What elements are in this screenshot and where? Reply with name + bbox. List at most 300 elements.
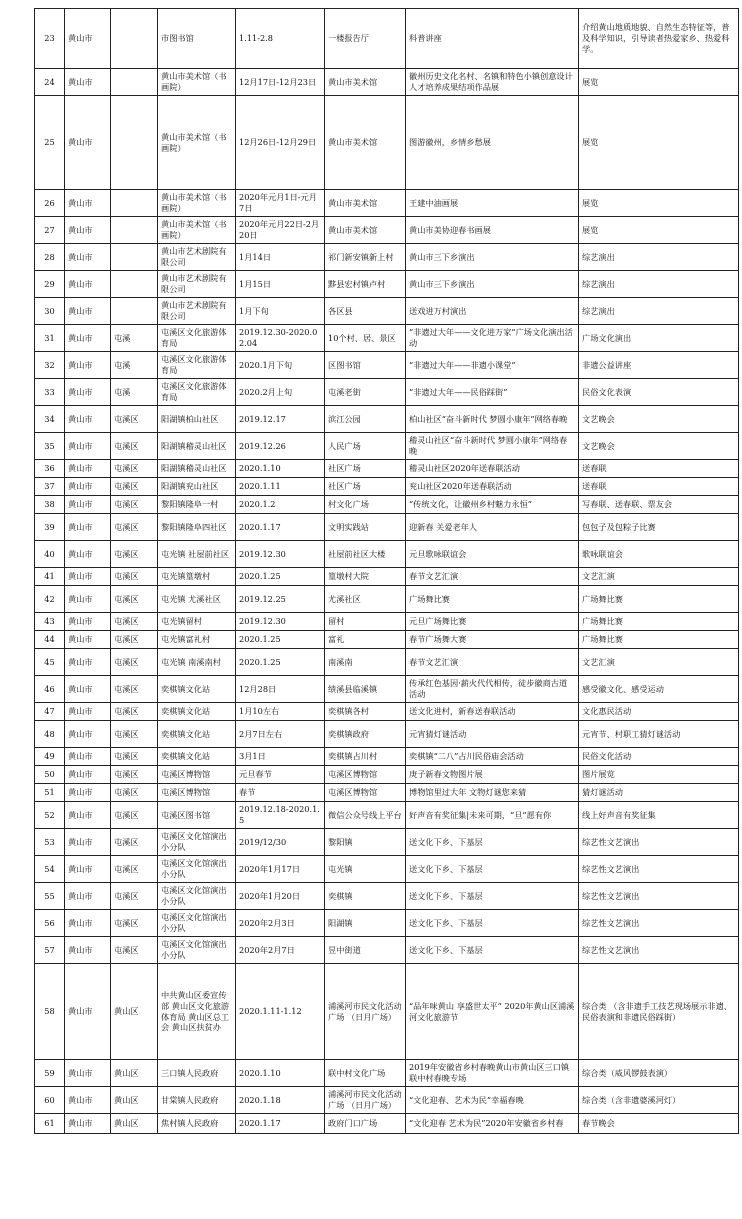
seq-number-cell: 31 [35,325,65,352]
organizer-cell: 屯溪区文化馆演出小分队 [158,883,236,910]
table-row [35,568,739,586]
organizer-cell: 屯溪区博物馆 [158,784,236,802]
activity-name-cell: 元宵猜灯谜活动 [406,721,579,748]
seq-number-cell: 24 [35,69,65,96]
date-cell: 2020年1月17日 [236,856,325,883]
date-cell: 1月下旬 [236,298,325,325]
activity-type-cell: 文艺晚会 [579,406,739,433]
venue-cell: 黄山市美术馆 [325,69,406,96]
city-cell: 黄山市 [65,631,111,649]
activity-type-cell: 线上好声音有奖征集 [579,802,739,829]
city-cell: 黄山市 [65,784,111,802]
seq-number-cell: 35 [35,433,65,460]
activity-type-cell: 文艺晚会 [579,433,739,460]
organizer-cell: 黄山市美术馆（书画院） [158,69,236,96]
seq-number-cell: 42 [35,586,65,613]
city-cell: 黄山市 [65,69,111,96]
venue-cell: 各区县 [325,298,406,325]
district-cell: 屯溪区 [111,631,158,649]
date-cell: 2020.1月下旬 [236,352,325,379]
city-cell: 黄山市 [65,433,111,460]
activity-type-cell: 展览 [579,217,739,244]
activity-type-cell: 综合类 （含非遗手工技艺现场展示非遗、民俗表演和非遗民俗踩街） [579,964,739,1060]
date-cell: 2020.2月上旬 [236,379,325,406]
venue-cell: 联中村文化广场 [325,1060,406,1087]
table-row [35,856,739,883]
organizer-cell: 黎阳镇隆阜四社区 [158,514,236,541]
venue-cell: 屯溪区博物馆 [325,766,406,784]
activity-type-cell: 猜灯谜活动 [579,784,739,802]
venue-cell: 奕棋镇政府 [325,721,406,748]
date-cell: 元旦春节 [236,766,325,784]
activity-type-cell: 综合类（含非遗婆溪河灯） [579,1087,739,1114]
date-cell: 2019/12/30 [236,829,325,856]
organizer-cell: 黄山市美术馆（书画院） [158,190,236,217]
activity-name-cell: 送文化下乡、下基层 [406,856,579,883]
activity-type-cell: 元宵节、村职工猜灯谜活动 [579,721,739,748]
organizer-cell: 甘棠镇人民政府 [158,1087,236,1114]
organizer-cell: 屯溪区文化旅游体育局 [158,325,236,352]
activity-type-cell: 综艺性文艺演出 [579,937,739,964]
venue-cell: 一楼报告厅 [325,9,406,69]
district-cell [111,244,158,271]
venue-cell: 黄山市美术馆 [325,96,406,190]
date-cell: 1月14日 [236,244,325,271]
city-cell: 黄山市 [65,9,111,69]
venue-cell: 黎阳镇 [325,829,406,856]
seq-number-cell: 57 [35,937,65,964]
organizer-cell: 黄山市美术馆（书画院） [158,217,236,244]
seq-number-cell: 61 [35,1114,65,1134]
activity-name-cell: 好声音有奖征集|未来可期，“旦”愿有你 [406,802,579,829]
venue-cell: 政府门口广场 [325,1114,406,1134]
activity-name-cell: “品年味黄山 享盛世太平” 2020年黄山区浦溪河文化旅游节 [406,964,579,1060]
activity-name-cell: 王建中油画展 [406,190,579,217]
city-cell: 黄山市 [65,496,111,514]
activity-name-cell: 2019年安徽省乡村春晚黄山市黄山区三口镇联中村春晚专场 [406,1060,579,1087]
activity-name-cell: 图游徽州，乡情乡愁展 [406,96,579,190]
organizer-cell: 屯光镇 尤溪社区 [158,586,236,613]
district-cell [111,9,158,69]
seq-number-cell: 50 [35,766,65,784]
table-row [35,802,739,829]
activity-table-body [35,9,739,1134]
date-cell: 12月17日-12月23日 [236,69,325,96]
venue-cell: 祁门新安镇新上村 [325,244,406,271]
district-cell: 屯溪区 [111,766,158,784]
seq-number-cell: 25 [35,96,65,190]
city-cell: 黄山市 [65,217,111,244]
district-cell: 黄山区 [111,1060,158,1087]
city-cell: 黄山市 [65,379,111,406]
activity-type-cell: 广场舞比赛 [579,613,739,631]
table-row [35,910,739,937]
table-row [35,784,739,802]
table-row [35,514,739,541]
district-cell: 屯溪区 [111,613,158,631]
table-row [35,352,739,379]
activity-name-cell: 兖山社区2020年送春联活动 [406,478,579,496]
activity-type-cell: 展览 [579,190,739,217]
table-row [35,190,739,217]
city-cell: 黄山市 [65,937,111,964]
seq-number-cell: 53 [35,829,65,856]
date-cell: 2020.1.17 [236,514,325,541]
city-cell: 黄山市 [65,802,111,829]
activity-type-cell: 非遗公益讲座 [579,352,739,379]
table-row [35,613,739,631]
city-cell: 黄山市 [65,352,111,379]
activity-type-cell: 感受徽文化、感受运动 [579,676,739,703]
organizer-cell: 三口镇人民政府 [158,1060,236,1087]
city-cell: 黄山市 [65,568,111,586]
venue-cell: 昱中街道 [325,937,406,964]
venue-cell: 人民广场 [325,433,406,460]
activity-name-cell: 黄山市三下乡演出 [406,244,579,271]
activity-type-cell: 文艺汇演 [579,568,739,586]
district-cell: 屯溪区 [111,514,158,541]
city-cell: 黄山市 [65,190,111,217]
district-cell: 屯溪区 [111,748,158,766]
organizer-cell: 中共黄山区委宣传部 黄山区文化旅游体育局 黄山区总工会 黄山区扶贫办 [158,964,236,1060]
table-row [35,460,739,478]
district-cell [111,69,158,96]
date-cell: 2020.1.11 [236,478,325,496]
venue-cell: 滨江公园 [325,406,406,433]
activity-type-cell: 综艺性文艺演出 [579,883,739,910]
city-cell: 黄山市 [65,829,111,856]
venue-cell: 留村 [325,613,406,631]
date-cell: 2020.1.17 [236,1114,325,1134]
organizer-cell: 黄山市美术馆（书画院） [158,96,236,190]
venue-cell: 绩溪县临溪镇 [325,676,406,703]
activity-name-cell: 稽灵山社区“奋斗新时代 梦圆小康年”网络春晚 [406,433,579,460]
seq-number-cell: 26 [35,190,65,217]
organizer-cell: 焦村镇人民政府 [158,1114,236,1134]
district-cell [111,298,158,325]
seq-number-cell: 56 [35,910,65,937]
date-cell: 1月15日 [236,271,325,298]
district-cell: 屯溪 [111,352,158,379]
table-row [35,69,739,96]
date-cell: 12月28日 [236,676,325,703]
activity-type-cell: 广场舞比赛 [579,631,739,649]
activity-name-cell: 春节文艺汇演 [406,649,579,676]
table-row [35,325,739,352]
date-cell: 2020年2月3日 [236,910,325,937]
venue-cell: 屯溪老街 [325,379,406,406]
date-cell: 2020年2月7日 [236,937,325,964]
activity-type-cell: 广场文化演出 [579,325,739,352]
city-cell: 黄山市 [65,721,111,748]
activity-type-cell: 歌咏联谊会 [579,541,739,568]
seq-number-cell: 37 [35,478,65,496]
district-cell: 屯溪区 [111,802,158,829]
table-row [35,496,739,514]
activity-type-cell: 综艺演出 [579,244,739,271]
date-cell: 12月26日-12月29日 [236,96,325,190]
seq-number-cell: 27 [35,217,65,244]
table-row [35,676,739,703]
city-cell: 黄山市 [65,964,111,1060]
table-row [35,586,739,613]
district-cell: 屯溪区 [111,883,158,910]
activity-name-cell: 送戏进万村演出 [406,298,579,325]
activity-name-cell: 传承红色基因·薪火代代相传，徒步徽商古道活动 [406,676,579,703]
venue-cell: 黟县宏村镇卢村 [325,271,406,298]
city-cell: 黄山市 [65,1087,111,1114]
seq-number-cell: 59 [35,1060,65,1087]
activity-name-cell: 黄山市三下乡演出 [406,271,579,298]
date-cell: 2020.1.10 [236,1060,325,1087]
date-cell: 2020.1.10 [236,460,325,478]
date-cell: 2月7日左右 [236,721,325,748]
organizer-cell: 黎阳镇隆阜一村 [158,496,236,514]
seq-number-cell: 54 [35,856,65,883]
date-cell: 2020年元月1日-元月7日 [236,190,325,217]
organizer-cell: 市图书馆 [158,9,236,69]
table-row [35,271,739,298]
city-cell: 黄山市 [65,676,111,703]
organizer-cell: 屯光镇篁墩村 [158,568,236,586]
venue-cell: 社区广场 [325,478,406,496]
activity-type-cell: 包包子及包粽子比赛 [579,514,739,541]
district-cell: 黄山区 [111,964,158,1060]
district-cell [111,96,158,190]
table-row [35,433,739,460]
city-cell: 黄山市 [65,748,111,766]
organizer-cell: 屯溪区文化馆演出小分队 [158,829,236,856]
organizer-cell: 黄山市艺术剧院有限公司 [158,298,236,325]
city-cell: 黄山市 [65,406,111,433]
organizer-cell: 屯光镇富礼村 [158,631,236,649]
table-row [35,937,739,964]
city-cell: 黄山市 [65,460,111,478]
organizer-cell: 黄山市艺术剧院有限公司 [158,244,236,271]
city-cell: 黄山市 [65,298,111,325]
organizer-cell: 屯溪区文化馆演出小分队 [158,937,236,964]
district-cell: 黄山区 [111,1087,158,1114]
activity-name-cell: 送文化进村，新春送春联活动 [406,703,579,721]
district-cell: 黄山区 [111,1114,158,1134]
venue-cell: 文明实践站 [325,514,406,541]
organizer-cell: 奕棋镇文化站 [158,703,236,721]
venue-cell: 浦溪河市民文化活动广场 （日月广场） [325,964,406,1060]
city-cell: 黄山市 [65,271,111,298]
date-cell: 2020.1.18 [236,1087,325,1114]
venue-cell: 屯光镇 [325,856,406,883]
activity-type-cell: 民俗文化活动 [579,748,739,766]
date-cell: 2020.1.25 [236,568,325,586]
page-bottom-edge [0,1210,742,1219]
seq-number-cell: 60 [35,1087,65,1114]
table-row [35,1060,739,1087]
venue-cell: 社屋前社区大楼 [325,541,406,568]
city-cell: 黄山市 [65,613,111,631]
activity-type-cell: 综艺性文艺演出 [579,910,739,937]
organizer-cell: 阳湖镇兖山社区 [158,478,236,496]
district-cell: 屯溪区 [111,676,158,703]
activity-name-cell: 柏山社区“奋斗新时代 梦圆小康年”网络春晚 [406,406,579,433]
table-row [35,1087,739,1114]
date-cell: 2020.1.25 [236,631,325,649]
organizer-cell: 屯溪区文化馆演出小分队 [158,910,236,937]
date-cell: 1月10左右 [236,703,325,721]
date-cell: 2019.12.30 [236,613,325,631]
district-cell: 屯溪区 [111,721,158,748]
date-cell: 3月1日 [236,748,325,766]
table-row [35,9,739,69]
city-cell: 黄山市 [65,96,111,190]
city-cell: 黄山市 [65,586,111,613]
venue-cell: 尤溪社区 [325,586,406,613]
organizer-cell: 屯溪区博物馆 [158,766,236,784]
activity-name-cell: 送文化下乡、下基层 [406,910,579,937]
city-cell: 黄山市 [65,325,111,352]
district-cell: 屯溪区 [111,496,158,514]
venue-cell: 微信公众号线上平台 [325,802,406,829]
date-cell: 2019.12.25 [236,586,325,613]
activity-name-cell: 博物馆里过大年 文物灯谜您来猜 [406,784,579,802]
activity-name-cell: 奕棋镇“二八”占川民俗庙会活动 [406,748,579,766]
seq-number-cell: 32 [35,352,65,379]
seq-number-cell: 40 [35,541,65,568]
organizer-cell: 屯光镇留村 [158,613,236,631]
seq-number-cell: 55 [35,883,65,910]
activity-name-cell: 黄山市美协迎春书画展 [406,217,579,244]
organizer-cell: 屯溪区图书馆 [158,802,236,829]
seq-number-cell: 33 [35,379,65,406]
organizer-cell: 屯溪区文化旅游体育局 [158,379,236,406]
activity-name-cell: 送文化下乡、下基层 [406,937,579,964]
table-row [35,541,739,568]
city-cell: 黄山市 [65,1114,111,1134]
organizer-cell: 屯光镇 南溪南村 [158,649,236,676]
table-row [35,721,739,748]
organizer-cell: 阳湖镇稽灵山社区 [158,433,236,460]
city-cell: 黄山市 [65,883,111,910]
organizer-cell: 屯溪区文化馆演出小分队 [158,856,236,883]
activity-type-cell: 广场舞比赛 [579,586,739,613]
district-cell: 屯溪区 [111,586,158,613]
seq-number-cell: 48 [35,721,65,748]
table-row [35,703,739,721]
table-row [35,883,739,910]
seq-number-cell: 45 [35,649,65,676]
district-cell: 屯溪区 [111,937,158,964]
city-cell: 黄山市 [65,244,111,271]
venue-cell: 富礼 [325,631,406,649]
table-row [35,964,739,1060]
activity-type-cell: 文艺汇演 [579,649,739,676]
venue-cell: 奕棋镇 [325,883,406,910]
organizer-cell: 奕棋镇文化站 [158,721,236,748]
date-cell: 2020年1月20日 [236,883,325,910]
city-cell: 黄山市 [65,541,111,568]
date-cell: 2019.12.30 [236,541,325,568]
seq-number-cell: 47 [35,703,65,721]
venue-cell: 南溪南 [325,649,406,676]
activity-name-cell: 春节文艺汇演 [406,568,579,586]
activity-name-cell: 元旦歌咏联谊会 [406,541,579,568]
activity-type-cell: 展览 [579,69,739,96]
venue-cell: 村文化广场 [325,496,406,514]
city-cell: 黄山市 [65,478,111,496]
organizer-cell: 屯光镇 社屋前社区 [158,541,236,568]
table-row [35,649,739,676]
activity-name-cell: 迎新春 关爱老年人 [406,514,579,541]
venue-cell: 篁墩村大院 [325,568,406,586]
city-cell: 黄山市 [65,649,111,676]
table-row [35,766,739,784]
venue-cell: 区图书馆 [325,352,406,379]
table-row [35,379,739,406]
venue-cell: 屯溪区博物馆 [325,784,406,802]
activity-type-cell: 介绍黄山地质地貌、自然生态特征等，普及科学知识，引导读者热爱家乡、热爱科学。 [579,9,739,69]
venue-cell: 黄山市美术馆 [325,217,406,244]
district-cell: 屯溪区 [111,856,158,883]
table-row [35,1114,739,1134]
district-cell [111,190,158,217]
table-row [35,631,739,649]
seq-number-cell: 41 [35,568,65,586]
city-cell: 黄山市 [65,910,111,937]
activity-name-cell: 春节广场舞大赛 [406,631,579,649]
seq-number-cell: 46 [35,676,65,703]
activity-type-cell: 综合类（威风锣鼓表演） [579,1060,739,1087]
seq-number-cell: 29 [35,271,65,298]
venue-cell: 奕棋镇各村 [325,703,406,721]
activity-type-cell: 综艺演出 [579,271,739,298]
seq-number-cell: 38 [35,496,65,514]
activity-name-cell: 庚子新春文物图片展 [406,766,579,784]
seq-number-cell: 23 [35,9,65,69]
district-cell: 屯溪区 [111,703,158,721]
district-cell: 屯溪 [111,379,158,406]
city-cell: 黄山市 [65,856,111,883]
activity-name-cell: 稽灵山社区2020年送春联活动 [406,460,579,478]
activity-table [34,8,739,1134]
district-cell: 屯溪 [111,325,158,352]
table-row [35,406,739,433]
organizer-cell: 黄山市艺术剧院有限公司 [158,271,236,298]
activity-name-cell: “文化迎春、艺术为民”幸福春晚 [406,1087,579,1114]
venue-cell: 10个村、居、景区 [325,325,406,352]
activity-type-cell: 图片展览 [579,766,739,784]
date-cell: 2020年元月22日-2月20日 [236,217,325,244]
district-cell: 屯溪区 [111,784,158,802]
district-cell [111,271,158,298]
city-cell: 黄山市 [65,766,111,784]
activity-name-cell: “传统文化，让徽州乡村魅力永恒” [406,496,579,514]
district-cell: 屯溪区 [111,478,158,496]
activity-type-cell: 写春联、送春联、票友会 [579,496,739,514]
district-cell: 屯溪区 [111,910,158,937]
date-cell: 2020.1.11-1.12 [236,964,325,1060]
date-cell: 2020.1.25 [236,649,325,676]
venue-cell: 阳湖镇 [325,910,406,937]
activity-type-cell: 综艺性文艺演出 [579,829,739,856]
organizer-cell: 屯溪区文化旅游体育局 [158,352,236,379]
table-row [35,748,739,766]
seq-number-cell: 39 [35,514,65,541]
date-cell: 1.11-2.8 [236,9,325,69]
activity-name-cell: 送文化下乡、下基层 [406,829,579,856]
activity-type-cell: 春节晚会 [579,1114,739,1134]
district-cell: 屯溪区 [111,829,158,856]
district-cell: 屯溪区 [111,460,158,478]
city-cell: 黄山市 [65,514,111,541]
